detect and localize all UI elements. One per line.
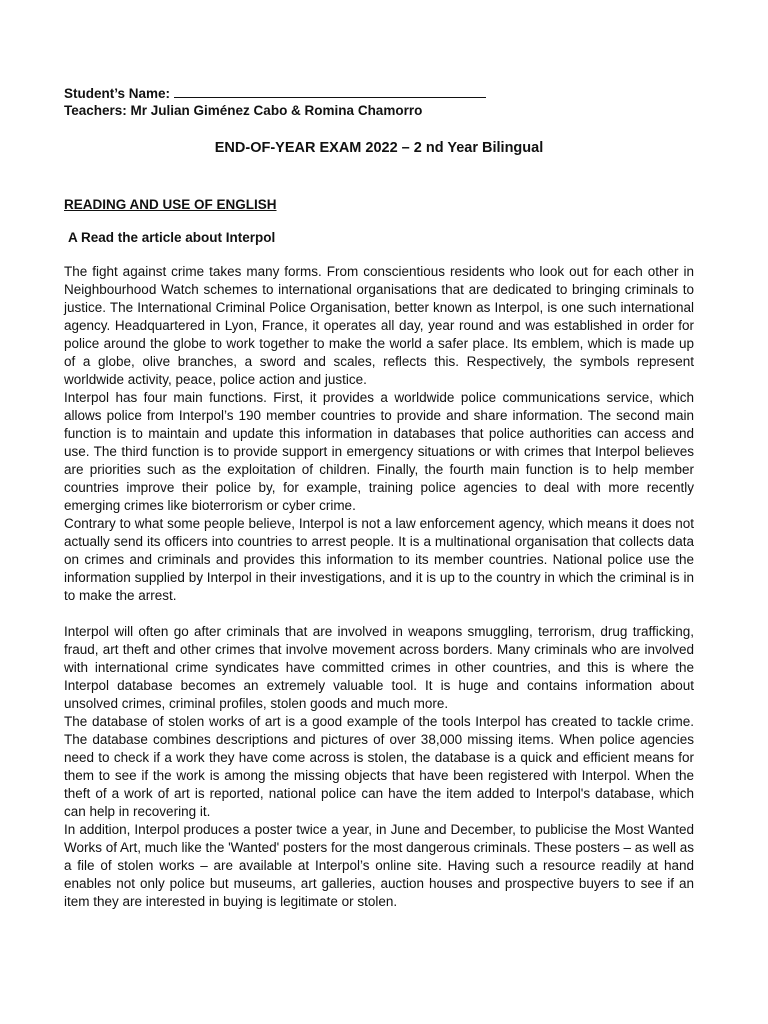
article-paragraph: In addition, Interpol produces a poster twice a year, in June and December, to publicise the Most Wanted Works of Art, much like the 'Wanted' posters for the most dangerous criminals. These posters – as well as a file of stolen works – are available at Interpol’s online site. Having such a resource readily at hand enables not only police but museums, art galleries, auction houses and prospective buyers to see if an item they are interested in buying is legitimate or stolen. [64, 822, 694, 909]
article-paragraph: Contrary to what some people believe, Interpol is not a law enforcement agency, which means it does not actually send its officers into countries to arrest people. It is a multinational organisation that collects data on crimes and criminals and provides this information to its member countries. National police use the information supplied by Interpol in their investigations, and it is up to the country in which the criminal is in to make the arrest. [64, 516, 694, 603]
task-title: A Read the article about Interpol [68, 230, 276, 245]
teachers-line: Teachers: Mr Julian Giménez Cabo & Romina Chamorro [64, 103, 423, 118]
student-name-line [64, 85, 694, 102]
article-paragraph: The database of stolen works of art is a good example of the tools Interpol has created to tackle crime. The database combines descriptions and pictures of over 38,000 missing items. When police agencies need to check if a work they have come across is stolen, the database is a quick and efficient means for them to see if the work is among the missing objects that have been registered with Interpol. When the theft of a work of art is reported, national police can have the item added to Interpol's database, which can help in recovering it. [64, 714, 694, 819]
exam-page [64, 85, 694, 911]
student-name-blank[interactable] [174, 85, 486, 98]
article-paragraph: Interpol has four main functions. First, it provides a worldwide police communications service, which allows police from Interpol’s 190 member countries to provide and share information. The second main function is to maintain and update this information in databases that police authorities can access and use. The third function is to provide support in emergency situations or with crimes that Interpol believes are priorities such as the exploitation of children. Finally, the fourth main function is to help member countries improve their police by, for example, training police agencies to deal with more recently emerging crimes like bioterrorism or cyber crime. [64, 390, 694, 513]
student-name-label: Student’s Name: [64, 86, 171, 101]
section-title: READING AND USE OF ENGLISH [64, 197, 277, 212]
article-paragraph: Interpol will often go after criminals that are involved in weapons smuggling, terrorism, drug trafficking, fraud, art theft and other crimes that involve movement across borders. Many criminals who are involved with international crime syndicates have committed crimes in other countries, and this is where the Interpol database becomes an extremely valuable tool. It is huge and contains information about unsolved crimes, criminal profiles, stolen goods and much more. [64, 624, 694, 711]
exam-title: END-OF-YEAR EXAM 2022 – 2 nd Year Bilingual [214, 140, 544, 156]
article-paragraph: The fight against crime takes many forms. From conscientious residents who look out for each other in Neighbourhood Watch schemes to international organisations that are dedicated to bringing criminals to justice. The International Criminal Police Organisation, better known as Interpol, is one such international agency. Headquartered in Lyon, France, it operates all day, year round and was established in order for police around the globe to work together to make the world a safer place. Its emblem, which is made up of a globe, olive branches, a sword and scales, reflects this. Respectively, the symbols represent worldwide activity, peace, police action and justice. [64, 264, 694, 387]
